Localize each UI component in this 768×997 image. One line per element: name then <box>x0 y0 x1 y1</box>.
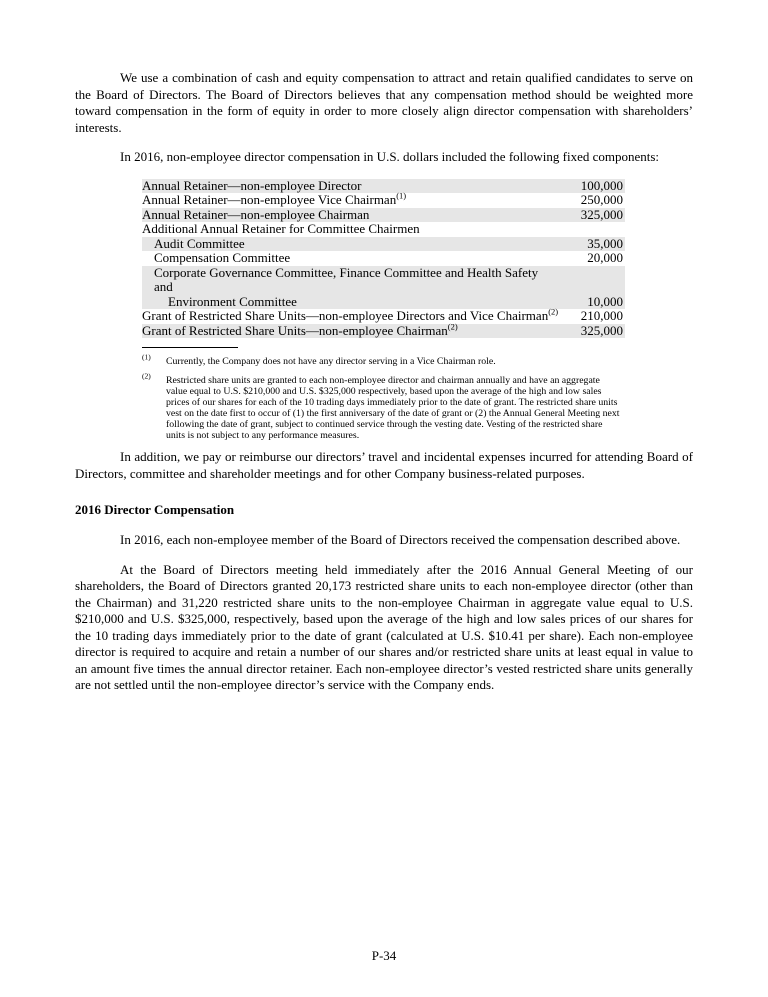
footnote-text: Currently, the Company does not have any director serving in a Vice Chairman role. <box>166 356 496 367</box>
row-value: 20,000 <box>587 250 623 265</box>
footnote-text: Restricted share units are granted to each non-employee director and chairman annually and have an aggregate value equal to U.S. $210,000 and U.S. $325,000 respectively, based upon the average of the high and low sales prices of our shares for each of the 10 trading days immediately prior to the date of grant. The restricted share units vest on the date first to occur of (1) the first anniversary of the date of grant or (2) the Annual General Meeting next following the date of grant, subject to continued service through the vesting date. Vesting of the restricted share units is not subject to any performance measures. <box>166 375 620 441</box>
footnote-ref-2: (2) <box>447 321 458 332</box>
row-value: 325,000 <box>580 322 623 338</box>
table-row <box>142 251 625 266</box>
row-value: 35,000 <box>587 235 623 251</box>
table-row <box>142 208 625 223</box>
row-value <box>559 222 625 237</box>
footnote-marker: (2) <box>142 371 151 381</box>
paragraph-2016-summary: In 2016, each non-employee member of the Board of Directors received the compensation described above. <box>120 532 681 547</box>
row-value: 100,000 <box>580 177 623 193</box>
row-label: Audit Committee <box>154 235 245 251</box>
row-label: Additional Annual Retainer for Committee Chairmen <box>142 221 420 236</box>
compensation-table <box>142 179 625 339</box>
row-label: Corporate Governance Committee, Finance Committee and Health Safety and Environment Committee <box>154 264 539 309</box>
row-label: Annual Retainer—non-employee Vice Chairman$^{(1)}$ <box>142 190 407 207</box>
row-value: 10,000 <box>587 293 623 309</box>
footnote-2 <box>142 371 620 441</box>
table-row <box>142 309 625 324</box>
paragraph-intro: We use a combination of cash and equity compensation to attract and retain qualified candidates to serve on the Board of Directors. The Board of Directors believes that any compensation method should be weighted more toward compensation in the form of equity in order to more closely align director compensation with shareholders’ interests. <box>75 70 693 135</box>
page-number: P-34 <box>371 948 397 963</box>
footnote-1 <box>142 352 620 367</box>
row-label: Compensation Committee <box>154 250 291 265</box>
row-label: Grant of Restricted Share Units—non-employee Directors and Vice Chairman$^{(2)}$ <box>142 306 559 323</box>
footnote-ref-2: (2) <box>548 306 559 317</box>
row-label: Grant of Restricted Share Units—non-employee Chairman$^{(2)}$ <box>142 321 458 338</box>
paragraph-components-lead: In 2016, non-employee director compensation in U.S. dollars included the following fixed components: <box>120 149 660 164</box>
table-row <box>142 324 625 339</box>
paragraph-reimbursement: In addition, we pay or reimburse our directors’ travel and incidental expenses incurred for attending Board of Directors, committee and shareholder meetings and for other Company business-related purposes. <box>75 449 693 481</box>
section-heading-2016-director-compensation: 2016 Director Compensation <box>75 502 235 517</box>
table-row <box>142 237 625 252</box>
table-row <box>142 179 625 194</box>
footnote-marker: (1) <box>142 352 151 362</box>
row-label: Annual Retainer—non-employee Chairman <box>142 206 370 222</box>
table-row <box>142 266 625 310</box>
paragraph-grant-details: At the Board of Directors meeting held immediately after the 2016 Annual General Meeting of our shareholders, the Board of Directors granted 20,173 restricted share units to each non-employee director (other than the Chairman) and 31,220 restricted share units to the non-employee Chairman in aggregate value equal to U.S. $210,000 and U.S. $325,000, respectively, based upon the average of the high and low sales prices of our shares for the 10 trading days immediately prior to the date of grant (calculated at U.S. $10.41 per share). Each non-employee director is required to acquire and retain a number of our shares and/or restricted share units at least equal in value to an amount five times the annual director retainer. Each non-employee director’s vested restricted share units generally are not settled until the non-employee director’s service with the Company ends. <box>75 561 693 692</box>
row-value: 210,000 <box>580 308 623 323</box>
table-row <box>142 222 625 237</box>
table-row <box>142 193 625 208</box>
row-value: 325,000 <box>580 206 623 222</box>
row-label: Annual Retainer—non-employee Director <box>142 177 362 193</box>
row-value: 250,000 <box>580 192 623 207</box>
footnote-ref-1: (1) <box>396 190 407 201</box>
footnote-separator <box>142 347 238 348</box>
